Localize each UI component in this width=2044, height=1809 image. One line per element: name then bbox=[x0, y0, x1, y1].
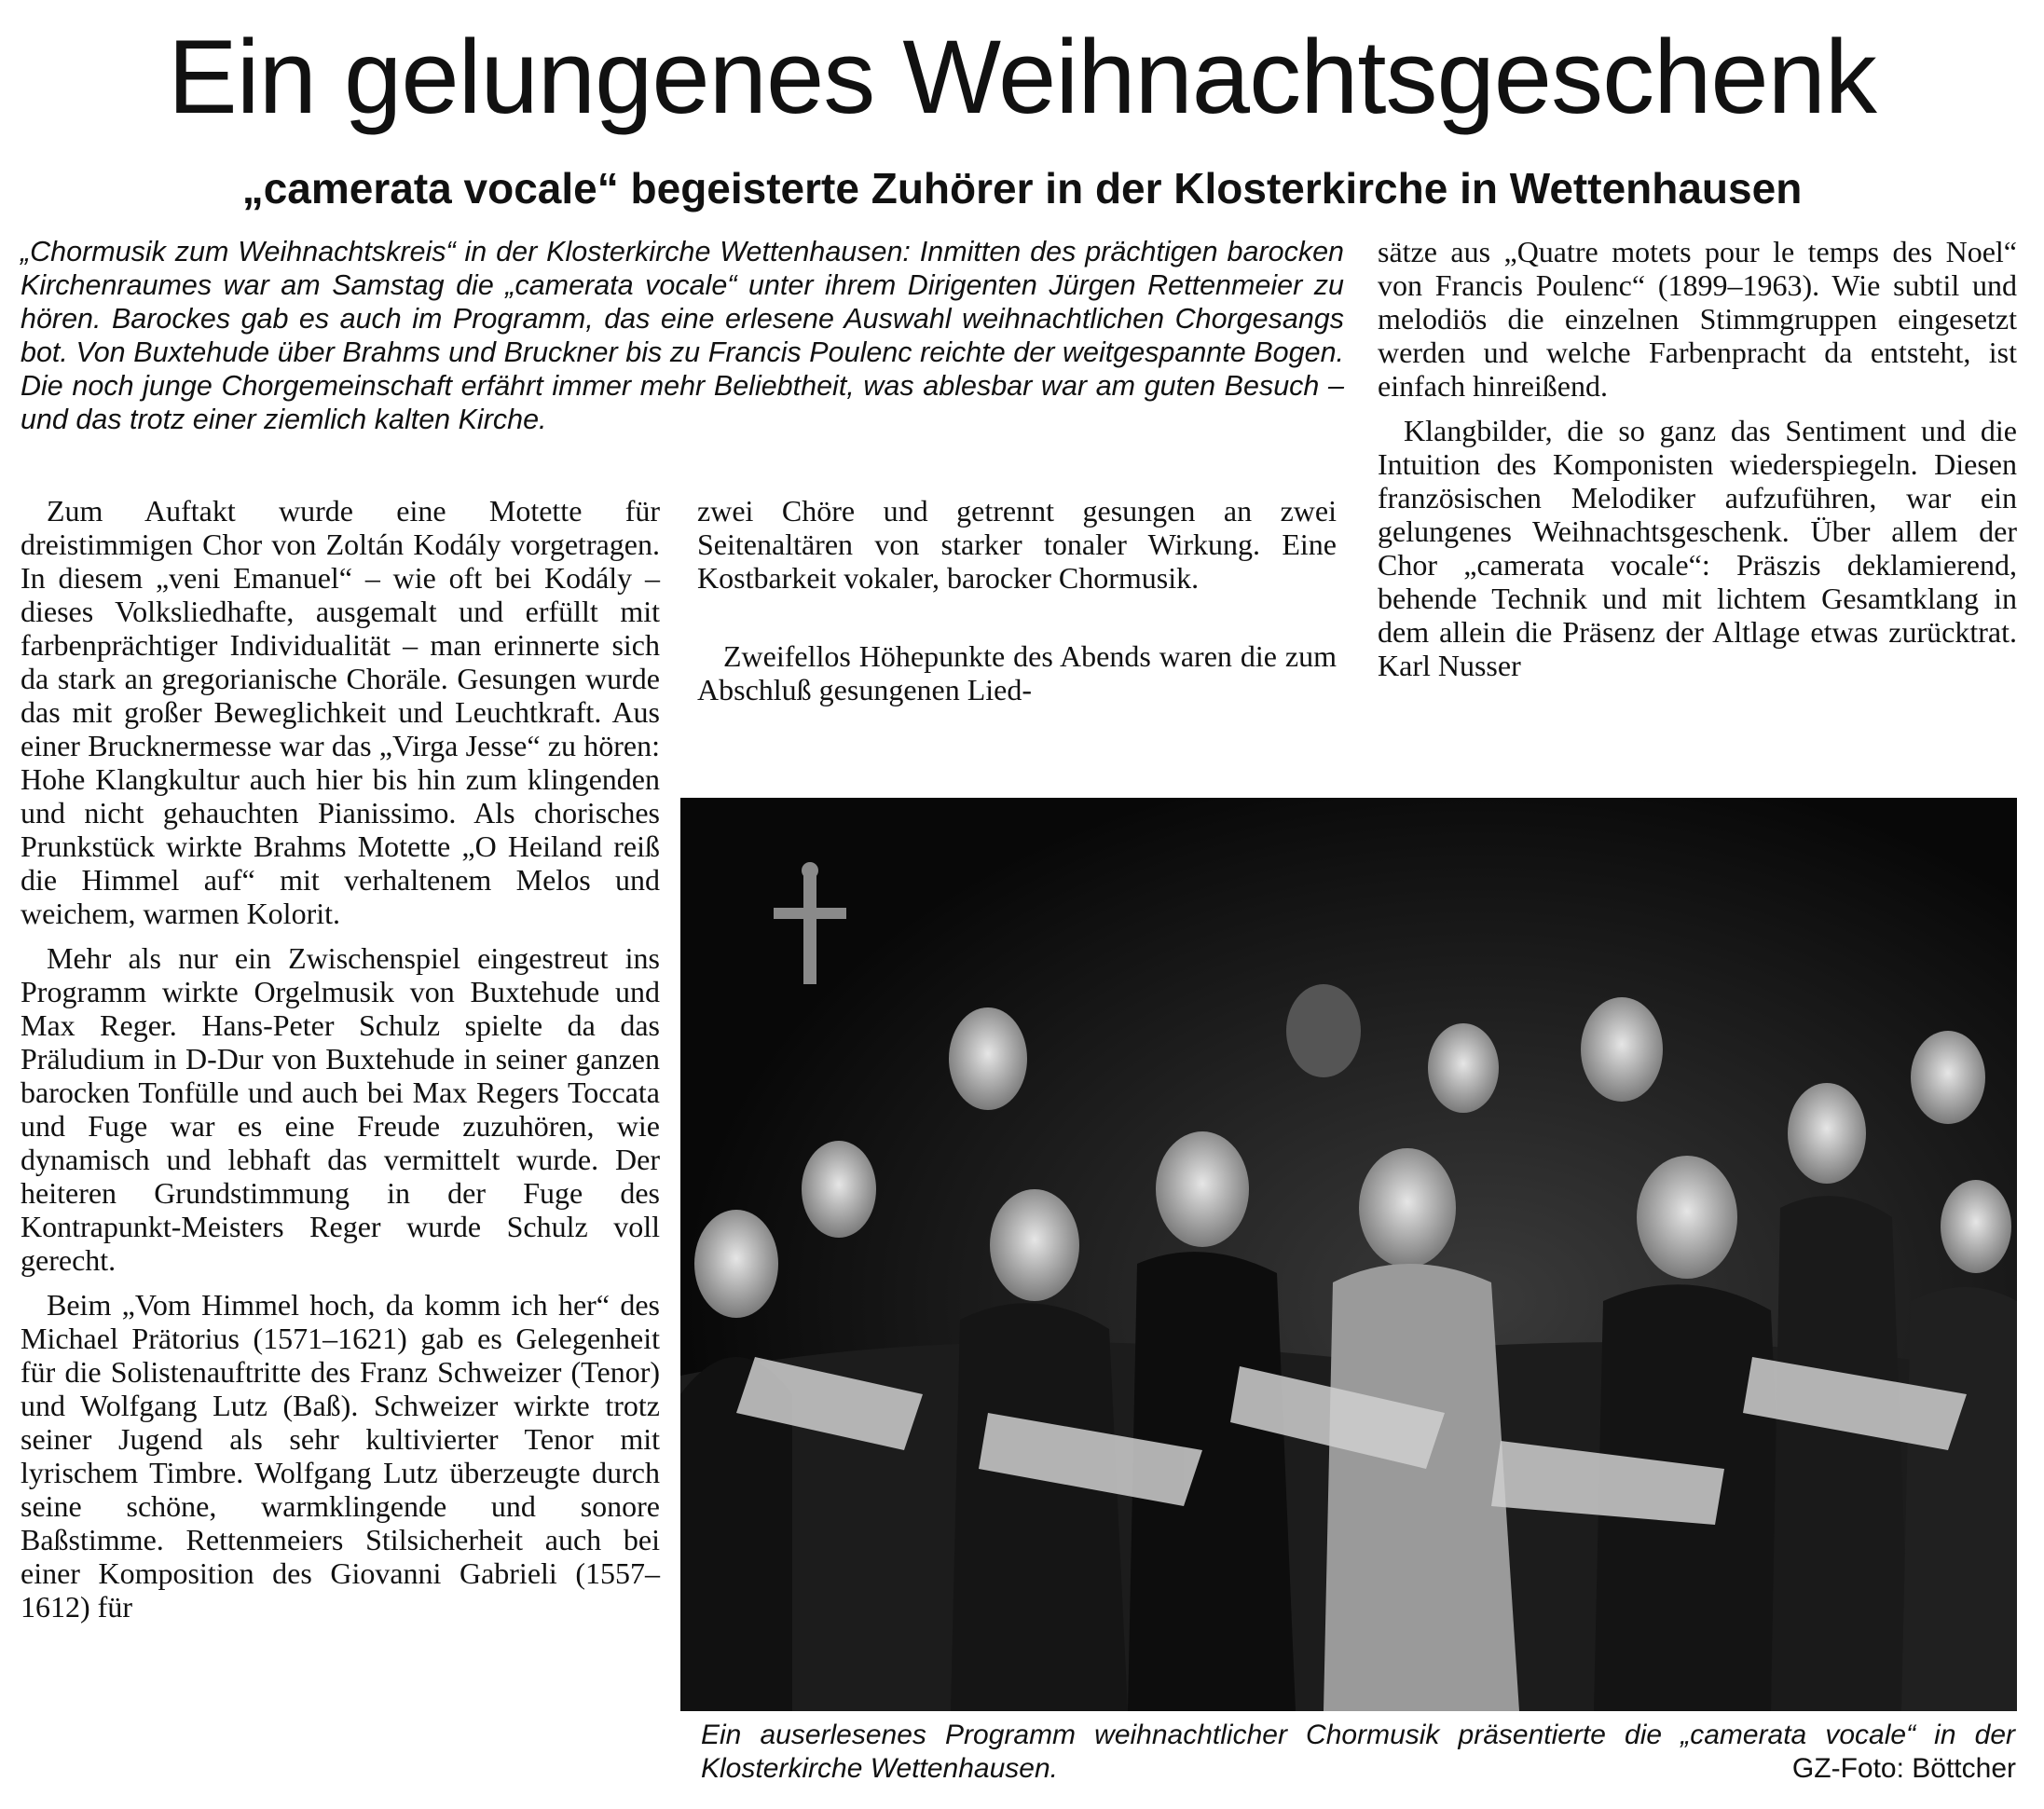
paragraph: Zweifellos Höhepunkte des Abends waren die zum Abschluß gesungenen Lied- bbox=[697, 639, 1337, 706]
paragraph: Klangbilder, die so ganz das Sentiment und die Intuition des Komponisten wiederspiegeln. Diesen französischen Melodiker aufzuführen, war ein gelungenes Weihnachtsgeschenk. Über allem der Chor „camerata vocale“: Präszis deklamierend, behende Technik und mit lichtem Gesamtklang in dem allein die Präsenz der Altlage etwas zurücktrat. Karl Nusser bbox=[1378, 414, 2017, 682]
article-column-2 bbox=[697, 494, 1337, 706]
choir-photo bbox=[680, 798, 2017, 1711]
paragraph: zwei Chöre und getrennt gesungen an zwei Seitenaltären von starker tonaler Wirkung. Eine Kostbarkeit vokaler, barocker Chormusik. bbox=[697, 494, 1337, 595]
lead-paragraph: „Chormusik zum Weihnachtskreis“ in der Klosterkirche Wettenhausen: Inmitten des prächtigen barocken Kirchenraumes war am Samstag die „camerata vocale“ unter ihrem Dirigenten Jürgen Rettenmeier zu hören. Barockes gab es auch im Programm, das eine erlesene Auswahl weihnachtlichen Chorgesangs bot. Von Buxtehude über Brahms und Bruckner bis zu Francis Poulenc reichte der weitgespannte Bogen. Die noch junge Chorgemeinschaft erfährt immer mehr Beliebtheit, was ablesbar war am guten Besuch – und das trotz einer ziemlich kalten Kirche. bbox=[21, 236, 1344, 435]
paragraph: Zum Auftakt wurde eine Motette für dreistimmigen Chor von Zoltán Kodály vorgetragen. In diesem „veni Emanuel“ – wie oft bei Kodály – dieses Volksliedhafte, ausgemalt und erfüllt mit farbenprächtiger Individualität – man erinnerte sich da stark an gregorianische Choräle. Gesungen wurde das mit großer Beweglichkeit und Leuchtkraft. Aus einer Brucknermesse war das „Virga Jesse“ zu hören: Hohe Klangkultur auch hier bis hin zum klingenden und nicht gehauchten Pianissimo. Als chorisches Prunkstück wirkte Brahms Motette „O Heiland reiß die Himmel auf“ mit verhaltenem Melos und weichem, warmen Kolorit. bbox=[21, 494, 660, 930]
paragraph: Mehr als nur ein Zwischenspiel eingestreut ins Programm wirkte Orgelmusik von Buxtehude und Max Reger. Hans-Peter Schulz spielte da das Präludium in D-Dur von Buxtehude in seiner ganzen barocken Tonfülle und auch bei Max Regers Toccata und Fuge war es eine Freude zuzuhören, wie dynamisch und lebhaft das vermittelt wurde. Der heiteren Grundstimmung in der Fuge des Kontrapunkt-Meisters Reger wurde Schulz voll gerecht. bbox=[21, 941, 660, 1277]
paragraph: Beim „Vom Himmel hoch, da komm ich her“ des Michael Prätorius (1571–1621) gab es Gelegenheit für die Solistenauftritte des Franz Schweizer (Tenor) und Wolfgang Lutz (Baß). Schweizer wirkte trotz seiner Jugend als sehr kultivierter Tenor mit lyrischem Timbre. Wolfgang Lutz überzeugte durch seine schöne, warmklingende und sonore Baßstimme. Rettenmeiers Stilsicherheit auch bei einer Komposition des Giovanni Gabrieli (1557–1612) für bbox=[21, 1288, 660, 1624]
photo-credit: GZ-Foto: Böttcher bbox=[1791, 1753, 2016, 1784]
subheadline: „camerata vocale“ begeisterte Zuhörer in der Klosterkirche in Wettenhausen bbox=[241, 164, 1803, 212]
choir-photo-illustration bbox=[680, 798, 2017, 1711]
article-column-1 bbox=[21, 494, 660, 1624]
paragraph: sätze aus „Quatre motets pour le temps des Noel“ von Francis Poulenc“ (1899–1963). Wie subtil und melodiös die einzelnen Stimmgruppen eingesetzt werden und welche Farbenpracht da entsteht, ist einfach hinreißend. bbox=[1378, 235, 2017, 403]
photo-caption: Ein auserlesenes Programm weihnachtlicher Chormusik präsentierte die „camerata vocale“ in der Klosterkirche Wettenhausen. bbox=[701, 1720, 2015, 1784]
article-column-3 bbox=[1378, 235, 2017, 682]
headline: Ein gelungenes Weihnachtsgeschenk bbox=[168, 19, 1876, 135]
